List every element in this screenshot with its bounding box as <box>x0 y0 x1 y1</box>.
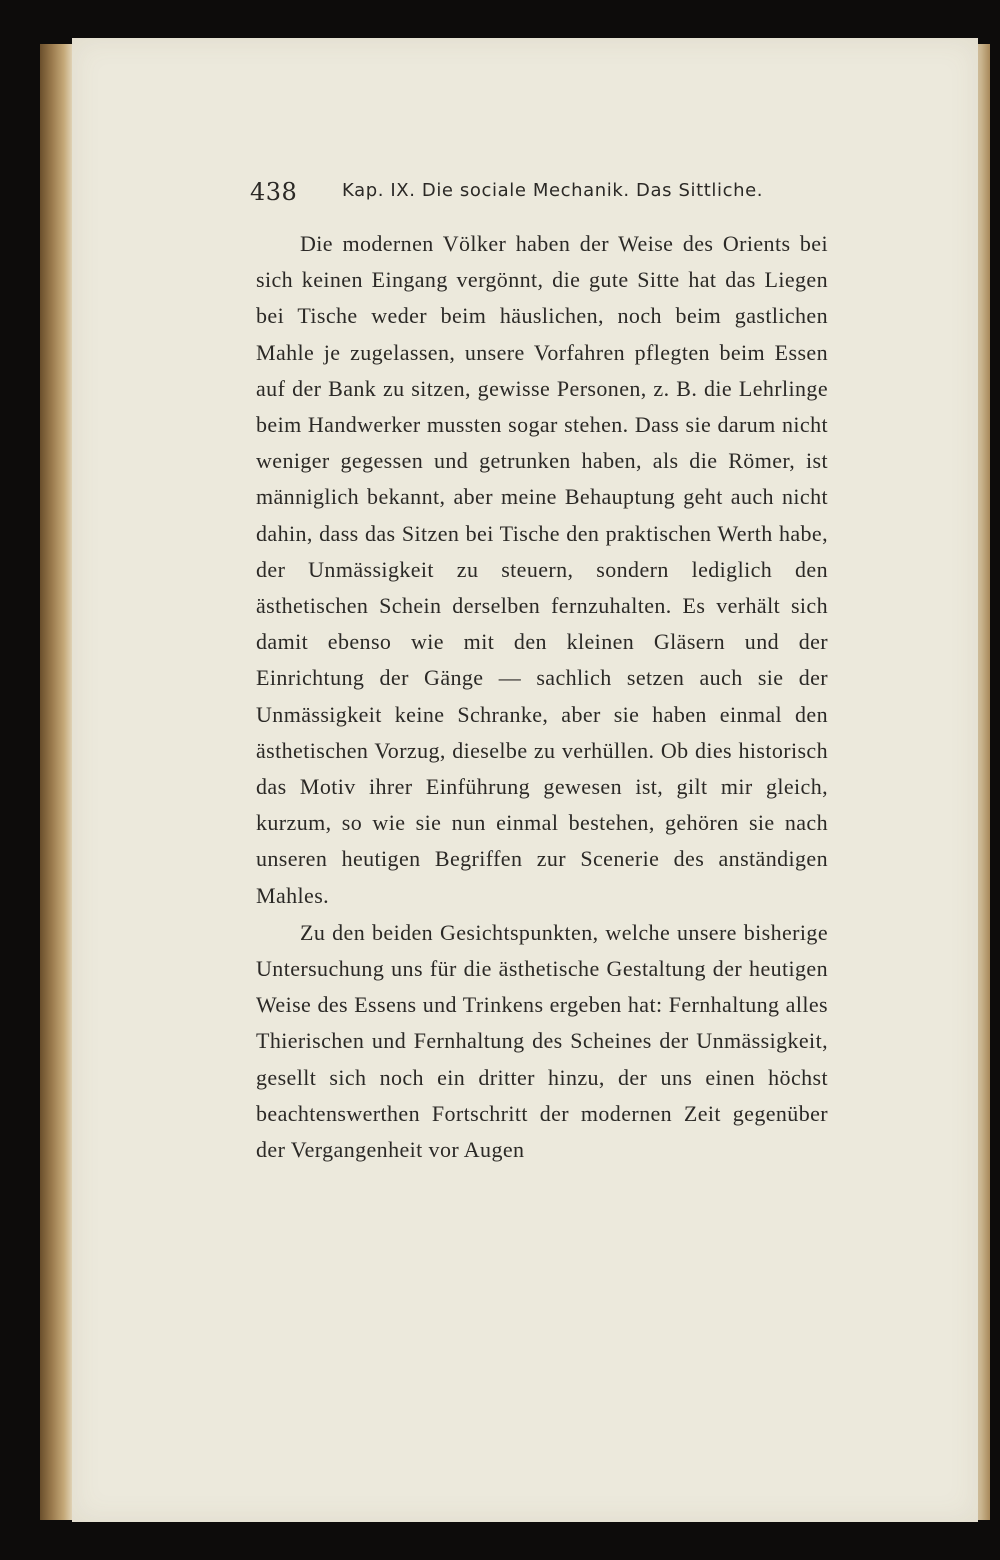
running-head: Kap. IX. Die sociale Mechanik. Das Sittliche. <box>342 180 764 201</box>
page-edge-left <box>40 44 74 1520</box>
body-text <box>256 226 828 1168</box>
page-header <box>250 178 830 214</box>
page-number: 438 <box>250 178 298 206</box>
paragraph-1: Die modernen Völker haben der Weise des Orients bei sich keinen Eingang vergönnt, die gute Sitte hat das Liegen bei Tische weder beim häuslichen, noch beim gastlichen Mahle je zugelassen, unsere Vorfahren pflegten beim Essen auf der Bank zu sitzen, gewisse Personen, z. B. die Lehrlinge beim Handwerker mussten sogar stehen. Dass sie darum nicht weniger gegessen und getrunken haben, als die Römer, ist männiglich bekannt, aber meine Behauptung geht auch nicht dahin, dass das Sitzen bei Tische den praktischen Werth habe, der Unmässigkeit zu steuern, sondern lediglich den ästhetischen Schein derselben fernzuhalten. Es verhält sich damit ebenso wie mit den kleinen Gläsern und der Einrichtung der Gänge — sachlich setzen auch sie der Unmässigkeit keine Schranke, aber sie haben einmal den ästhetischen Vorzug, dieselbe zu verhüllen. Ob dies historisch das Motiv ihrer Einführung gewesen ist, gilt mir gleich, kurzum, so wie sie nun einmal bestehen, gehören sie nach unseren heutigen Begriffen zur Scenerie des anständigen Mahles. <box>256 231 828 908</box>
paragraph-2: Zu den beiden Gesichtspunkten, welche unsere bisherige Untersuchung uns für die ästhetische Gestaltung der heutigen Weise des Essens und Trinkens ergeben hat: Fernhaltung alles Thierischen und Fernhaltung des Scheines der Unmässigkeit, gesellt sich noch ein dritter hinzu, der uns einen höchst beachtenswerthen Fortschritt der modernen Zeit gegenüber der Vergangenheit vor Augen <box>256 919 828 1163</box>
